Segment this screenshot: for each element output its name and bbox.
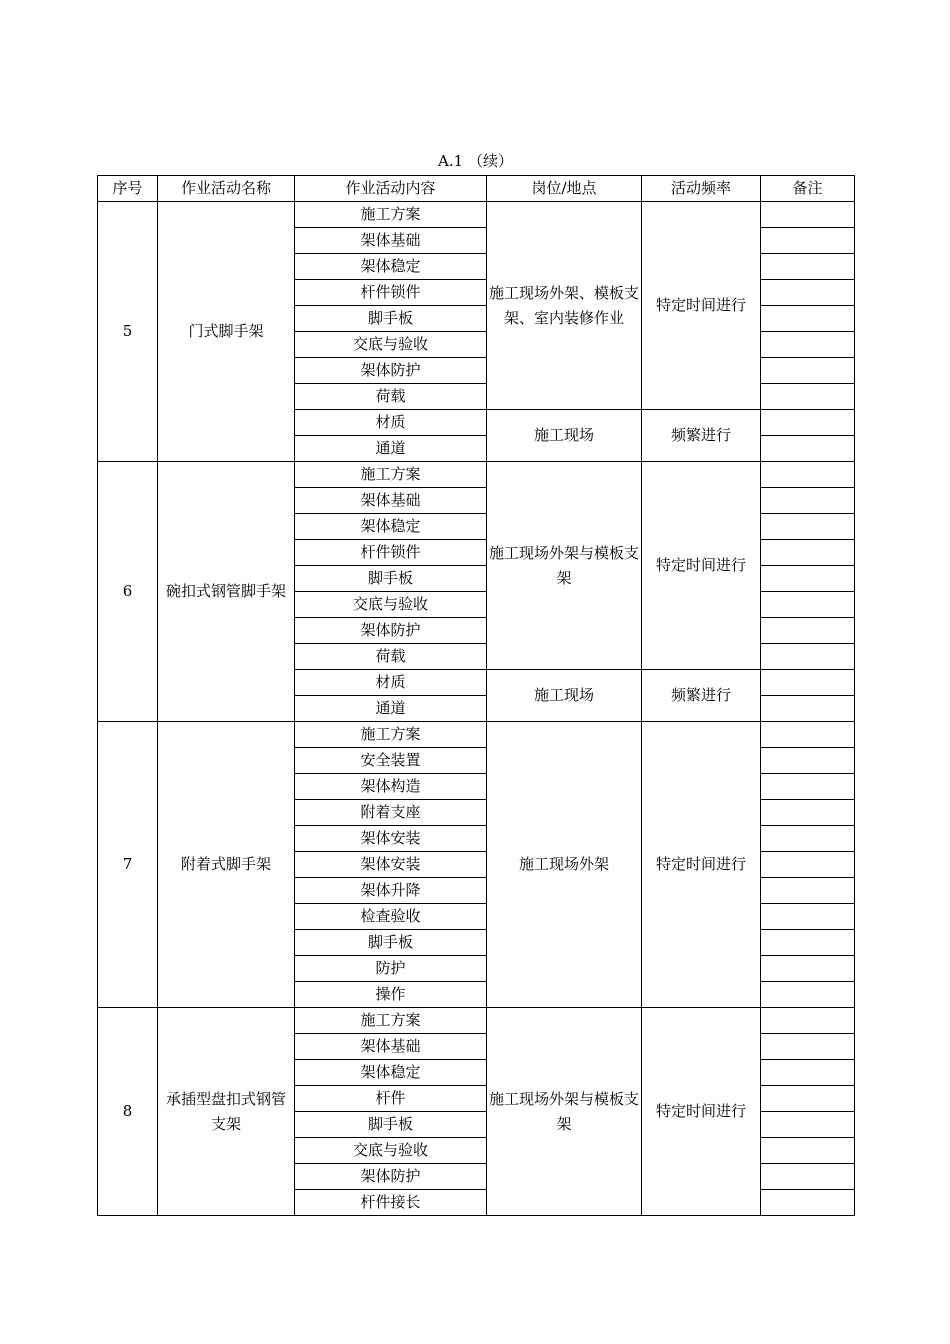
activity-content-cell: 施工方案 <box>295 1008 487 1034</box>
table-row <box>98 722 855 748</box>
location-cell: 施工现场外架与模板支架 <box>487 1008 642 1216</box>
remarks-cell <box>761 1060 855 1086</box>
table-body <box>98 202 855 1216</box>
remarks-cell <box>761 202 855 228</box>
remarks-cell <box>761 306 855 332</box>
activity-content-cell: 通道 <box>295 436 487 462</box>
remarks-cell <box>761 1138 855 1164</box>
remarks-cell <box>761 488 855 514</box>
remarks-cell <box>761 592 855 618</box>
group-name: 承插型盘扣式钢管支架 <box>158 1008 295 1216</box>
table-row <box>98 202 855 228</box>
activity-content-cell: 架体稳定 <box>295 1060 487 1086</box>
table-caption: A.1 （续） <box>438 152 513 170</box>
location-cell: 施工现场 <box>487 410 642 462</box>
remarks-cell <box>761 436 855 462</box>
activity-content-cell: 附着支座 <box>295 800 487 826</box>
activity-content-cell: 架体稳定 <box>295 254 487 280</box>
remarks-cell <box>761 618 855 644</box>
remarks-cell <box>761 982 855 1008</box>
location-cell: 施工现场外架 <box>487 722 642 1008</box>
activity-content-cell: 材质 <box>295 410 487 436</box>
remarks-cell <box>761 1112 855 1138</box>
remarks-cell <box>761 1008 855 1034</box>
remarks-cell <box>761 696 855 722</box>
group-seq: 8 <box>98 1008 158 1216</box>
activity-content-cell: 施工方案 <box>295 202 487 228</box>
remarks-cell <box>761 826 855 852</box>
header-frequency: 活动频率 <box>642 176 761 202</box>
activity-content-cell: 交底与验收 <box>295 1138 487 1164</box>
activity-content-cell: 施工方案 <box>295 462 487 488</box>
header-remarks: 备注 <box>761 176 855 202</box>
remarks-cell <box>761 462 855 488</box>
remarks-cell <box>761 358 855 384</box>
activity-content-cell: 架体防护 <box>295 1164 487 1190</box>
activity-content-cell: 架体防护 <box>295 618 487 644</box>
remarks-cell <box>761 280 855 306</box>
activity-content-cell: 脚手板 <box>295 566 487 592</box>
activity-content-cell: 交底与验收 <box>295 332 487 358</box>
remarks-cell <box>761 228 855 254</box>
activity-content-cell: 检查验收 <box>295 904 487 930</box>
group-seq: 7 <box>98 722 158 1008</box>
remarks-cell <box>761 410 855 436</box>
frequency-cell: 特定时间进行 <box>642 462 761 670</box>
activity-content-cell: 脚手板 <box>295 1112 487 1138</box>
group-name: 碗扣式钢管脚手架 <box>158 462 295 722</box>
activity-content-cell: 通道 <box>295 696 487 722</box>
location-cell: 施工现场 <box>487 670 642 722</box>
remarks-cell <box>761 774 855 800</box>
remarks-cell <box>761 384 855 410</box>
activity-content-cell: 杆件 <box>295 1086 487 1112</box>
header-location: 岗位/地点 <box>487 176 642 202</box>
header-row <box>98 176 855 202</box>
remarks-cell <box>761 1086 855 1112</box>
table-row <box>98 462 855 488</box>
header-activity-name: 作业活动名称 <box>158 176 295 202</box>
frequency-cell: 频繁进行 <box>642 410 761 462</box>
activity-content-cell: 杆件锁件 <box>295 540 487 566</box>
remarks-cell <box>761 956 855 982</box>
remarks-cell <box>761 1164 855 1190</box>
remarks-cell <box>761 670 855 696</box>
frequency-cell: 频繁进行 <box>642 670 761 722</box>
location-cell: 施工现场外架与模板支架 <box>487 462 642 670</box>
remarks-cell <box>761 1190 855 1216</box>
remarks-cell <box>761 904 855 930</box>
activity-content-cell: 架体基础 <box>295 1034 487 1060</box>
activity-content-cell: 材质 <box>295 670 487 696</box>
header-seq: 序号 <box>98 176 158 202</box>
remarks-cell <box>761 748 855 774</box>
remarks-cell <box>761 930 855 956</box>
activity-content-cell: 荷载 <box>295 644 487 670</box>
group-name: 门式脚手架 <box>158 202 295 462</box>
remarks-cell <box>761 722 855 748</box>
remarks-cell <box>761 254 855 280</box>
activity-table <box>97 175 855 1216</box>
activity-content-cell: 脚手板 <box>295 930 487 956</box>
activity-content-cell: 架体安装 <box>295 826 487 852</box>
remarks-cell <box>761 878 855 904</box>
remarks-cell <box>761 540 855 566</box>
activity-content-cell: 交底与验收 <box>295 592 487 618</box>
activity-content-cell: 架体稳定 <box>295 514 487 540</box>
activity-content-cell: 杆件接长 <box>295 1190 487 1216</box>
frequency-cell: 特定时间进行 <box>642 722 761 1008</box>
activity-content-cell: 安全装置 <box>295 748 487 774</box>
group-seq: 5 <box>98 202 158 462</box>
remarks-cell <box>761 332 855 358</box>
remarks-cell <box>761 566 855 592</box>
activity-content-cell: 施工方案 <box>295 722 487 748</box>
group-name: 附着式脚手架 <box>158 722 295 1008</box>
remarks-cell <box>761 852 855 878</box>
remarks-cell <box>761 800 855 826</box>
location-cell: 施工现场外架、模板支架、室内装修作业 <box>487 202 642 410</box>
activity-content-cell: 架体基础 <box>295 228 487 254</box>
group-seq: 6 <box>98 462 158 722</box>
activity-content-cell: 脚手板 <box>295 306 487 332</box>
activity-content-cell: 架体安装 <box>295 852 487 878</box>
activity-content-cell: 架体升降 <box>295 878 487 904</box>
activity-content-cell: 操作 <box>295 982 487 1008</box>
remarks-cell <box>761 514 855 540</box>
remarks-cell <box>761 1034 855 1060</box>
header-activity-content: 作业活动内容 <box>295 176 487 202</box>
activity-content-cell: 架体构造 <box>295 774 487 800</box>
activity-content-cell: 杆件锁件 <box>295 280 487 306</box>
activity-content-cell: 防护 <box>295 956 487 982</box>
frequency-cell: 特定时间进行 <box>642 1008 761 1216</box>
frequency-cell: 特定时间进行 <box>642 202 761 410</box>
activity-content-cell: 架体基础 <box>295 488 487 514</box>
activity-content-cell: 架体防护 <box>295 358 487 384</box>
table-row <box>98 1008 855 1034</box>
activity-content-cell: 荷载 <box>295 384 487 410</box>
remarks-cell <box>761 644 855 670</box>
